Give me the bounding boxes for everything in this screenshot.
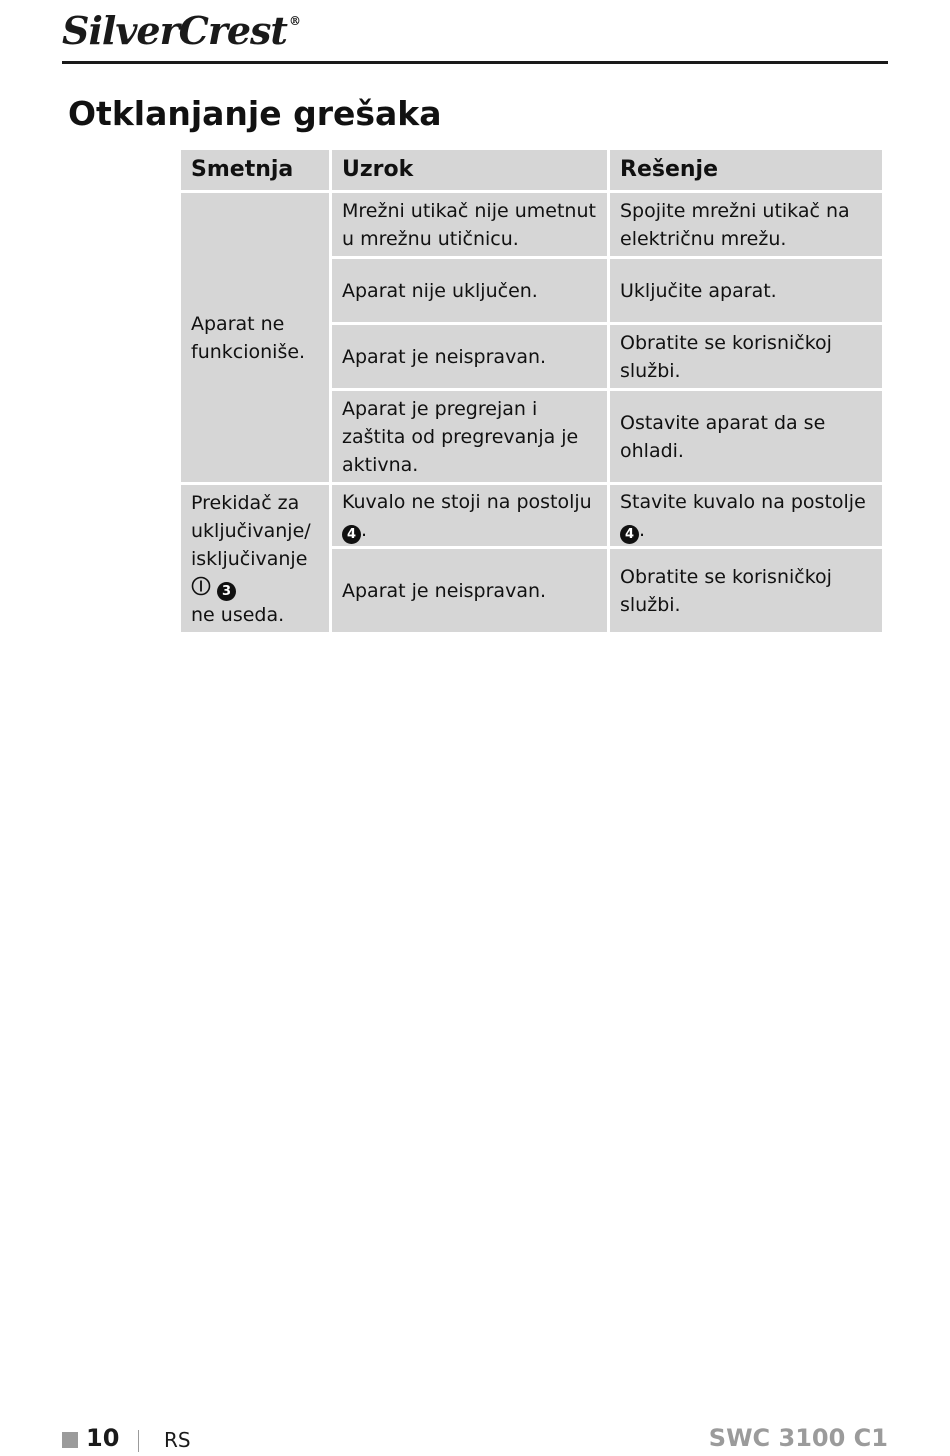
language-code: RS (164, 1428, 191, 1452)
cause-cell: Aparat je neispravan. (331, 324, 609, 390)
page-header (62, 6, 888, 66)
footer-square-icon (62, 1432, 78, 1448)
solution-cell: Obratite se korisničkoj službi. (609, 548, 884, 634)
cause-cell: Kuvalo ne stoji na postolju 4 . (331, 484, 609, 548)
troubleshooting-table (178, 147, 885, 635)
model-number: SWC 3100 C1 (708, 1424, 888, 1452)
solution-cell: Ostavite aparat da se ohladi. (609, 390, 884, 484)
solution-cell: Uključite aparat. (609, 258, 884, 324)
page-number: 10 (86, 1424, 120, 1452)
table-header-row (180, 149, 884, 192)
part-number-badge: 3 (217, 582, 236, 601)
page-title: Otklanjanje grešaka (68, 94, 442, 133)
column-header-problem: Smetnja (180, 149, 331, 192)
solution-cell: Spojite mrežni utikač na električnu mrežu. (609, 192, 884, 258)
brand-logo (62, 6, 362, 54)
table-row (180, 484, 884, 548)
problem-text: Prekidač za uključivanje/ isključivanje (191, 491, 311, 570)
page-footer (62, 1424, 888, 1454)
cause-cell: Aparat je pregrejan i zaštita od pregrevanja je aktivna. (331, 390, 609, 484)
header-rule (62, 61, 888, 64)
problem-cell: Aparat ne funkcioniše. (180, 192, 331, 484)
power-icon (191, 576, 211, 596)
brand-name: SilverCrest (62, 8, 287, 53)
part-number-badge: 4 (342, 525, 361, 544)
registered-mark: ® (288, 14, 300, 28)
solution-cell: Stavite kuvalo na postolje 4 . (609, 484, 884, 548)
cause-cell: Aparat nije uključen. (331, 258, 609, 324)
column-header-cause: Uzrok (331, 149, 609, 192)
column-header-solution: Rešenje (609, 149, 884, 192)
footer-divider (138, 1430, 139, 1452)
table-row (180, 192, 884, 258)
cause-cell: Mrežni utikač nije umetnut u mrežnu utičnicu. (331, 192, 609, 258)
part-number-badge: 4 (620, 525, 639, 544)
solution-cell: Obratite se korisničkoj službi. (609, 324, 884, 390)
problem-cell (180, 484, 331, 634)
cause-cell: Aparat je neispravan. (331, 548, 609, 634)
problem-text: ne useda. (191, 603, 285, 626)
